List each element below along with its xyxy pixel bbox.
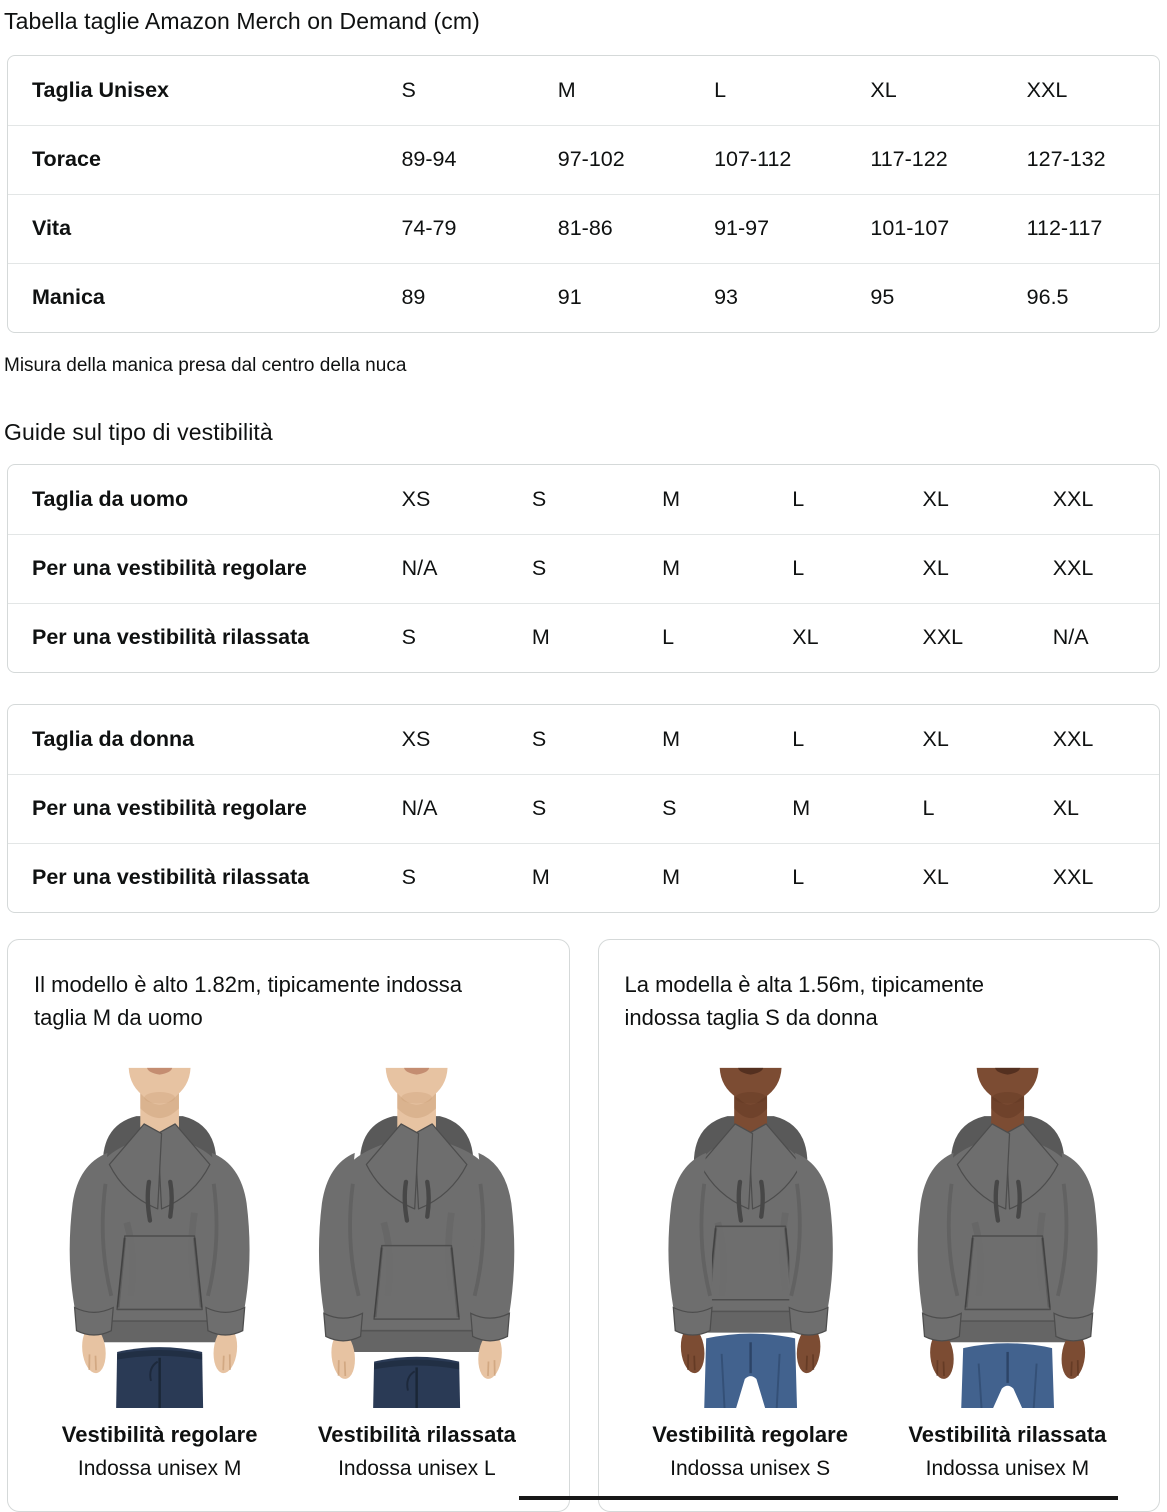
worn-size-label: Indossa unisex M — [925, 1457, 1090, 1480]
sleeve-measure-note: Misura della manica presa dal centro della nuca — [4, 355, 407, 376]
table-row — [8, 603, 1159, 672]
women-fit-table — [7, 704, 1160, 913]
measure-cell: 107-112 — [690, 125, 846, 194]
table-row — [8, 705, 1159, 774]
fit-cell: L — [768, 843, 898, 912]
figure-caption — [34, 1422, 285, 1481]
model-figure — [625, 1056, 876, 1481]
table-row — [8, 194, 1159, 263]
model-photo-female-regular — [625, 1056, 876, 1408]
measure-cell: 91 — [534, 263, 690, 332]
row-label: Vita — [8, 194, 377, 263]
size-col-header: XXL — [1052, 726, 1094, 751]
figure-caption — [625, 1422, 876, 1481]
figure-caption — [291, 1422, 542, 1481]
worn-size-label: Indossa unisex L — [338, 1457, 496, 1480]
size-col-header: S — [531, 726, 547, 751]
women-fit-table-grid — [8, 705, 1159, 912]
size-col-header: S — [401, 77, 416, 102]
fit-cell: M — [508, 603, 638, 672]
fit-type-label: Vestibilità regolare — [61, 1422, 258, 1447]
fit-guide-heading: Guide sul tipo di vestibilità — [4, 419, 273, 445]
fit-cell: S — [378, 843, 508, 912]
row-label: Per una vestibilità regolare — [8, 534, 378, 603]
fit-cell: M — [638, 534, 768, 603]
measure-cell: 74-79 — [377, 194, 533, 263]
measure-cell: 96.5 — [1003, 263, 1159, 332]
bottom-dark-bar — [519, 1496, 1118, 1500]
fit-cell: M — [508, 843, 638, 912]
model-description: La modella è alta 1.56m, tipicamente indossa taglia S da donna — [624, 972, 985, 1030]
female-model-card — [598, 939, 1161, 1512]
figure-caption — [882, 1422, 1133, 1481]
worn-size-label: Indossa unisex M — [77, 1457, 242, 1480]
fit-cell: S — [508, 774, 638, 843]
model-photo-female-relaxed — [882, 1056, 1133, 1408]
measure-cell: 89 — [377, 263, 533, 332]
fit-cell: XL — [1029, 774, 1159, 843]
measure-cell: 117-122 — [846, 125, 1002, 194]
fit-cell: S — [378, 603, 508, 672]
fit-cell: L — [899, 774, 1029, 843]
fit-type-label: Vestibilità rilassata — [908, 1422, 1107, 1447]
row-label: Taglia Unisex — [32, 77, 170, 102]
row-label: Taglia da donna — [32, 726, 195, 751]
male-model-card — [7, 939, 570, 1512]
size-col-header: M — [662, 486, 680, 511]
size-col-header: XS — [401, 726, 431, 751]
table-row — [8, 534, 1159, 603]
table-row — [8, 774, 1159, 843]
row-label: Per una vestibilità rilassata — [8, 843, 378, 912]
measure-cell: 97-102 — [534, 125, 690, 194]
fit-cell: M — [768, 774, 898, 843]
table-row — [8, 56, 1159, 125]
fit-cell: N/A — [1029, 603, 1159, 672]
fit-cell: N/A — [378, 774, 508, 843]
measure-cell: 101-107 — [846, 194, 1002, 263]
model-figure — [291, 1056, 542, 1481]
fit-cell: S — [508, 534, 638, 603]
men-fit-table — [7, 464, 1160, 673]
size-col-header: XL — [922, 726, 949, 751]
unisex-size-table — [7, 55, 1160, 333]
worn-size-label: Indossa unisex S — [670, 1457, 831, 1480]
model-cards-row — [7, 939, 1160, 1512]
measure-cell: 81-86 — [534, 194, 690, 263]
page-title: Tabella taglie Amazon Merch on Demand (cm) — [4, 8, 480, 34]
model-photo-male-regular — [34, 1056, 285, 1408]
model-description: Il modello è alto 1.82m, tipicamente indossa taglia M da uomo — [34, 972, 463, 1030]
fit-cell: XXL — [1029, 843, 1159, 912]
size-col-header: XXL — [1026, 77, 1068, 102]
measure-cell: 112-117 — [1003, 194, 1159, 263]
men-fit-table-grid — [8, 465, 1159, 672]
fit-cell: L — [638, 603, 768, 672]
table-row — [8, 843, 1159, 912]
row-label: Per una vestibilità regolare — [8, 774, 378, 843]
table-row — [8, 125, 1159, 194]
figure-row — [625, 1056, 1140, 1481]
fit-cell: XL — [899, 534, 1029, 603]
fit-cell: XXL — [1029, 534, 1159, 603]
size-col-header: XXL — [1052, 486, 1094, 511]
measure-cell: 127-132 — [1003, 125, 1159, 194]
fit-type-label: Vestibilità rilassata — [317, 1422, 516, 1447]
row-label: Torace — [8, 125, 377, 194]
unisex-size-table-grid — [8, 56, 1159, 332]
row-label: Taglia da uomo — [32, 486, 189, 511]
measure-cell: 89-94 — [377, 125, 533, 194]
size-col-header: XL — [870, 77, 897, 102]
measure-cell: 91-97 — [690, 194, 846, 263]
size-col-header: S — [531, 486, 547, 511]
fit-type-label: Vestibilità regolare — [652, 1422, 848, 1447]
figure-row — [34, 1056, 549, 1481]
fit-cell: XL — [768, 603, 898, 672]
row-label: Per una vestibilità rilassata — [8, 603, 378, 672]
size-col-header: XL — [922, 486, 949, 511]
size-col-header: M — [662, 726, 680, 751]
table-row — [8, 263, 1159, 332]
size-col-header: L — [792, 726, 805, 751]
model-figure — [34, 1056, 285, 1481]
size-col-header: L — [792, 486, 805, 511]
size-col-header: M — [557, 77, 576, 102]
fit-cell: XL — [899, 843, 1029, 912]
row-label: Manica — [8, 263, 377, 332]
measure-cell: 95 — [846, 263, 1002, 332]
fit-cell: L — [768, 534, 898, 603]
model-figure — [882, 1056, 1133, 1481]
table-row — [8, 465, 1159, 534]
fit-cell: S — [638, 774, 768, 843]
measure-cell: 93 — [690, 263, 846, 332]
model-photo-male-relaxed — [291, 1056, 542, 1408]
size-col-header: L — [714, 77, 727, 102]
fit-cell: N/A — [378, 534, 508, 603]
size-col-header: XS — [401, 486, 431, 511]
fit-cell: XXL — [899, 603, 1029, 672]
fit-cell: M — [638, 843, 768, 912]
